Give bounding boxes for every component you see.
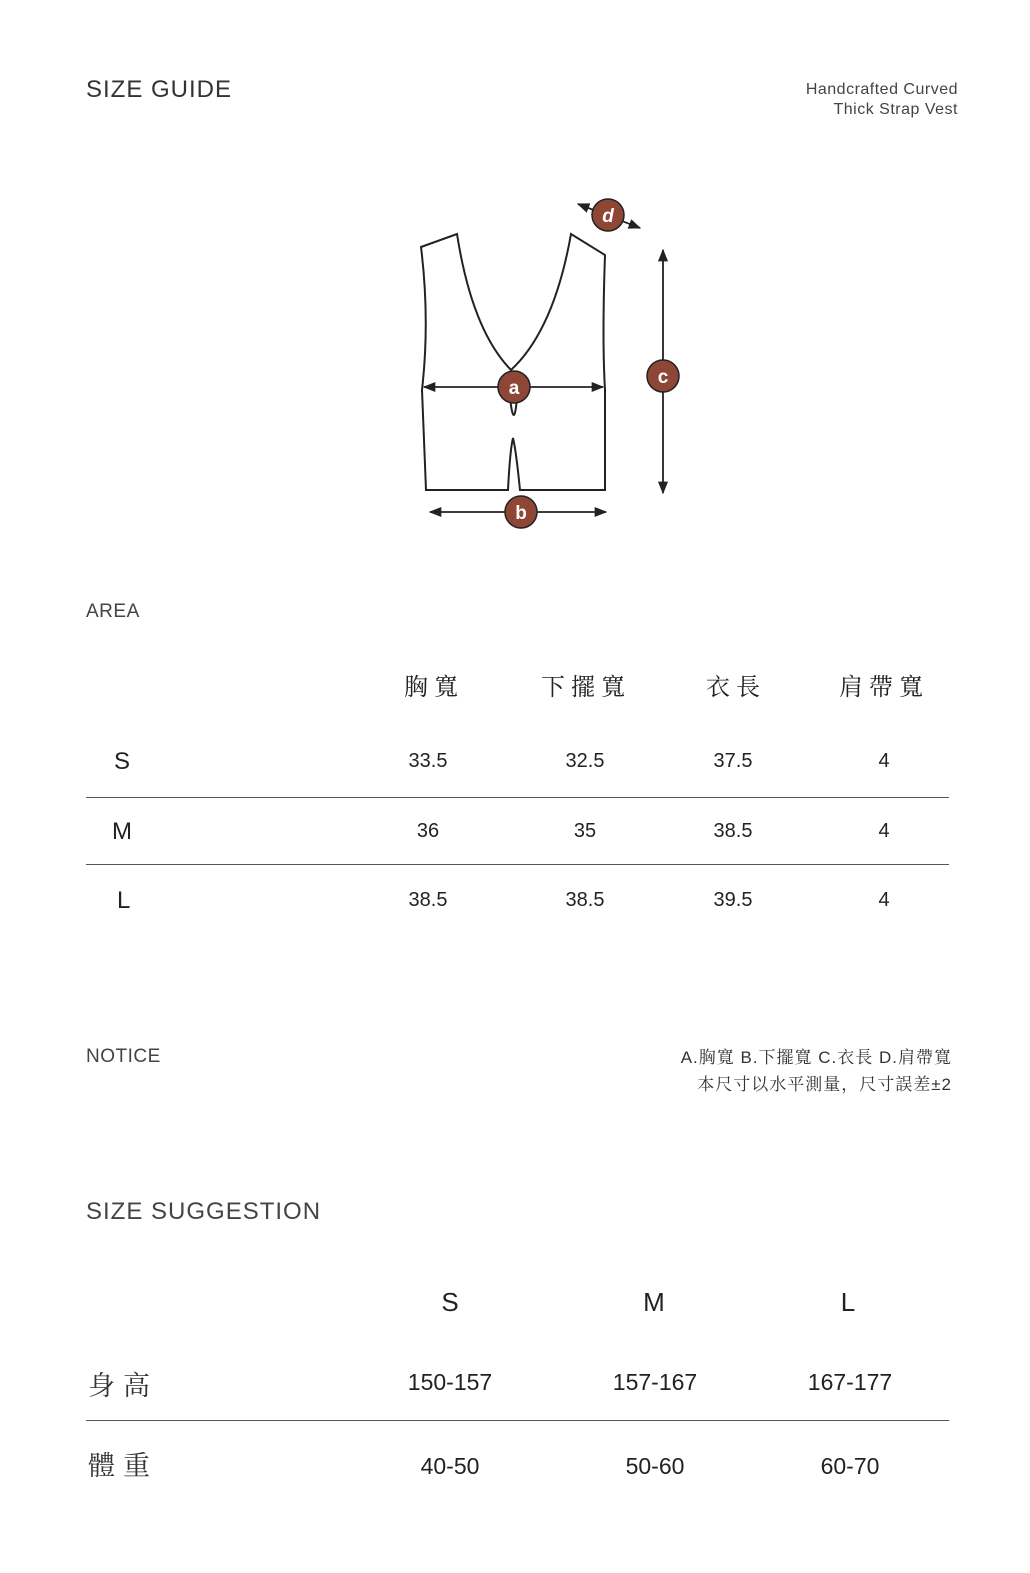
suggestion-column-s: S: [441, 1287, 459, 1317]
row-size-label: L: [117, 887, 131, 914]
cell-hem: 35: [573, 820, 597, 842]
marker-d: [592, 199, 624, 231]
cell-strap: 4: [878, 750, 890, 772]
row-label-weight: 體重: [88, 1451, 158, 1481]
marker-c: [647, 360, 679, 392]
product-name-line-1: Handcrafted Curved: [805, 81, 958, 98]
product-name: [806, 80, 958, 120]
cell-height-s: 150-157: [407, 1369, 493, 1395]
column-header-strap: 肩帶寬: [839, 674, 929, 701]
cell-chest: 38.5: [408, 889, 448, 911]
cell-weight-s: 40-50: [420, 1453, 480, 1479]
svg-text:a: a: [508, 378, 520, 399]
cell-chest: 36: [416, 820, 440, 842]
cell-length: 37.5: [713, 750, 753, 772]
vest-diagram: [380, 180, 700, 550]
cell-hem: 32.5: [565, 750, 605, 772]
cell-strap: 4: [878, 889, 890, 911]
svg-text:d: d: [602, 206, 614, 227]
row-divider: [86, 797, 949, 798]
cell-weight-m: 50-60: [625, 1453, 685, 1479]
vest-outline: [421, 234, 605, 490]
area-label: AREA: [86, 601, 140, 622]
notice-label: NOTICE: [86, 1046, 161, 1067]
svg-text:b: b: [515, 503, 527, 524]
marker-b: [505, 496, 537, 528]
cell-height-m: 157-167: [612, 1369, 698, 1395]
cell-hem: 38.5: [565, 889, 605, 911]
cell-chest: 33.5: [408, 750, 448, 772]
suggestion-column-l: L: [840, 1287, 856, 1317]
cell-strap: 4: [878, 820, 890, 842]
row-size-label: M: [112, 818, 132, 845]
page-title: SIZE GUIDE: [86, 76, 233, 103]
svg-text:c: c: [657, 367, 669, 388]
size-suggestion-label: SIZE SUGGESTION: [86, 1198, 322, 1225]
suggestion-column-m: M: [643, 1287, 665, 1317]
notice-text: [681, 1044, 952, 1098]
product-name-line-2: Thick Strap Vest: [833, 101, 958, 118]
cell-length: 39.5: [713, 889, 753, 911]
row-divider: [86, 1420, 949, 1421]
cell-height-l: 167-177: [807, 1369, 893, 1395]
row-divider: [86, 864, 949, 865]
cell-length: 38.5: [713, 820, 753, 842]
row-size-label: S: [114, 748, 131, 775]
marker-a: [498, 371, 530, 403]
column-header-chest: 胸寬: [404, 674, 464, 701]
column-header-length: 衣長: [706, 674, 766, 701]
cell-weight-l: 60-70: [820, 1453, 880, 1479]
column-header-hem: 下擺寬: [541, 674, 631, 701]
notice-line-1: A.胸寬 B.下擺寬 C.衣長 D.肩帶寬: [680, 1048, 952, 1067]
notice-line-2: 本尺寸以水平測量，尺寸誤差±2: [697, 1075, 952, 1094]
row-label-height: 身高: [88, 1371, 158, 1401]
